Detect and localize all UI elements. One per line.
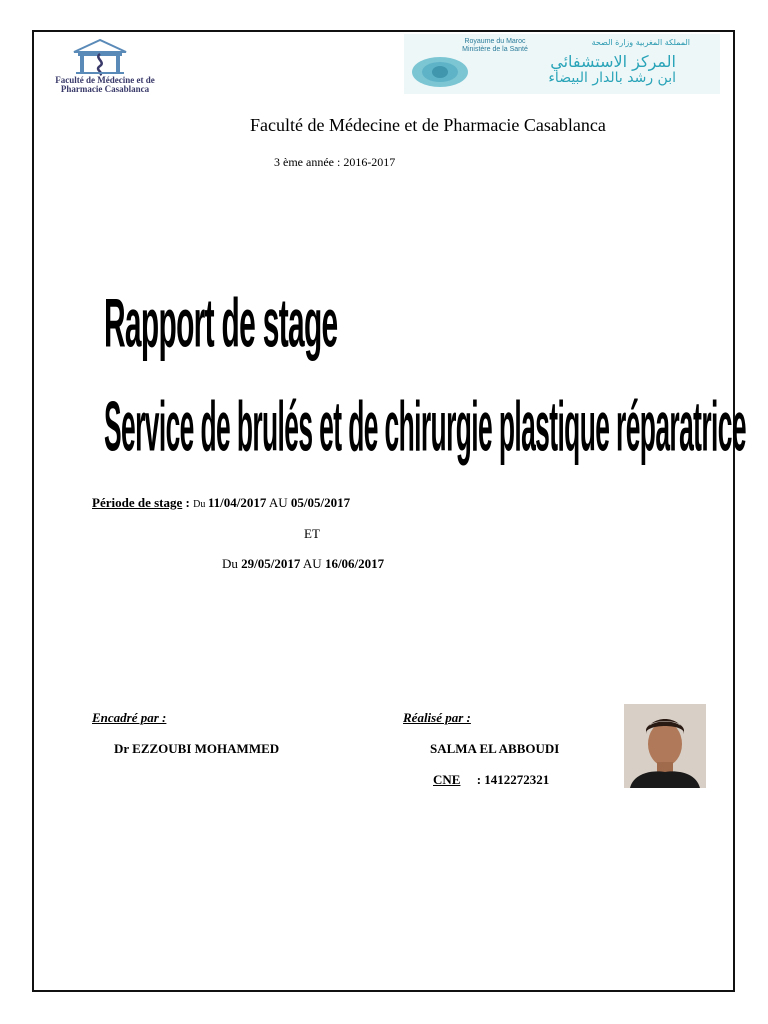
author-name: SALMA EL ABBOUDI (430, 741, 560, 756)
du-2: Du (222, 556, 242, 571)
service-title: Service de brulés et de chirurgie plastique réparatrice (104, 388, 746, 467)
du-1: Du (193, 499, 208, 510)
period-1-from: 11/04/2017 (207, 495, 267, 510)
period-2-from: 29/05/2017 (241, 556, 301, 571)
cne-label: CNE (433, 772, 461, 787)
author-label: Réalisé par : (403, 710, 471, 725)
period-and: ET (304, 526, 320, 541)
portrait-icon (624, 704, 706, 788)
author-cne (433, 772, 549, 788)
faculty-emblem-icon (70, 38, 130, 76)
period-1-to: 05/05/2017 (290, 495, 351, 510)
report-title: Rapport de stage (104, 286, 338, 362)
supervisor-label: Encadré par : (92, 710, 167, 725)
page-border (32, 30, 735, 992)
hospital-banner (404, 34, 720, 94)
ministry-fr-text: Royaume du Maroc Ministère de la Santé (462, 38, 528, 53)
hospital-globe-icon (410, 54, 470, 90)
academic-year (274, 155, 395, 170)
internship-period-1 (92, 495, 350, 511)
faculty-logo-text: Faculté de Médecine et de Pharmacie Casablanca (55, 75, 155, 94)
supervisor-name: Dr EZZOUBI MOHAMMED (114, 741, 280, 756)
student-photo (624, 704, 706, 788)
period-separator: : (182, 495, 194, 510)
year-label: 3 ème année : (274, 155, 344, 169)
au-2: AU (300, 556, 325, 571)
institution-title: Faculté de Médecine et de Pharmacie Casablanca (250, 115, 606, 135)
hospital-name-ar-2: ابن رشد بالدار البيضاء (548, 70, 676, 86)
hospital-name-ar-1: المركز الاستشفائي (550, 52, 676, 71)
internship-period-2 (222, 556, 384, 572)
period-2-to: 16/06/2017 (324, 556, 385, 571)
au-1: AU (266, 495, 291, 510)
period-label: Période de stage (92, 495, 183, 510)
year-value: 2016-2017 (343, 155, 396, 169)
faculty-logo (50, 38, 160, 100)
cne-value: : 1412272321 (460, 772, 550, 787)
ministry-ar-text: المملكة المغربية وزارة الصحة (591, 38, 690, 47)
